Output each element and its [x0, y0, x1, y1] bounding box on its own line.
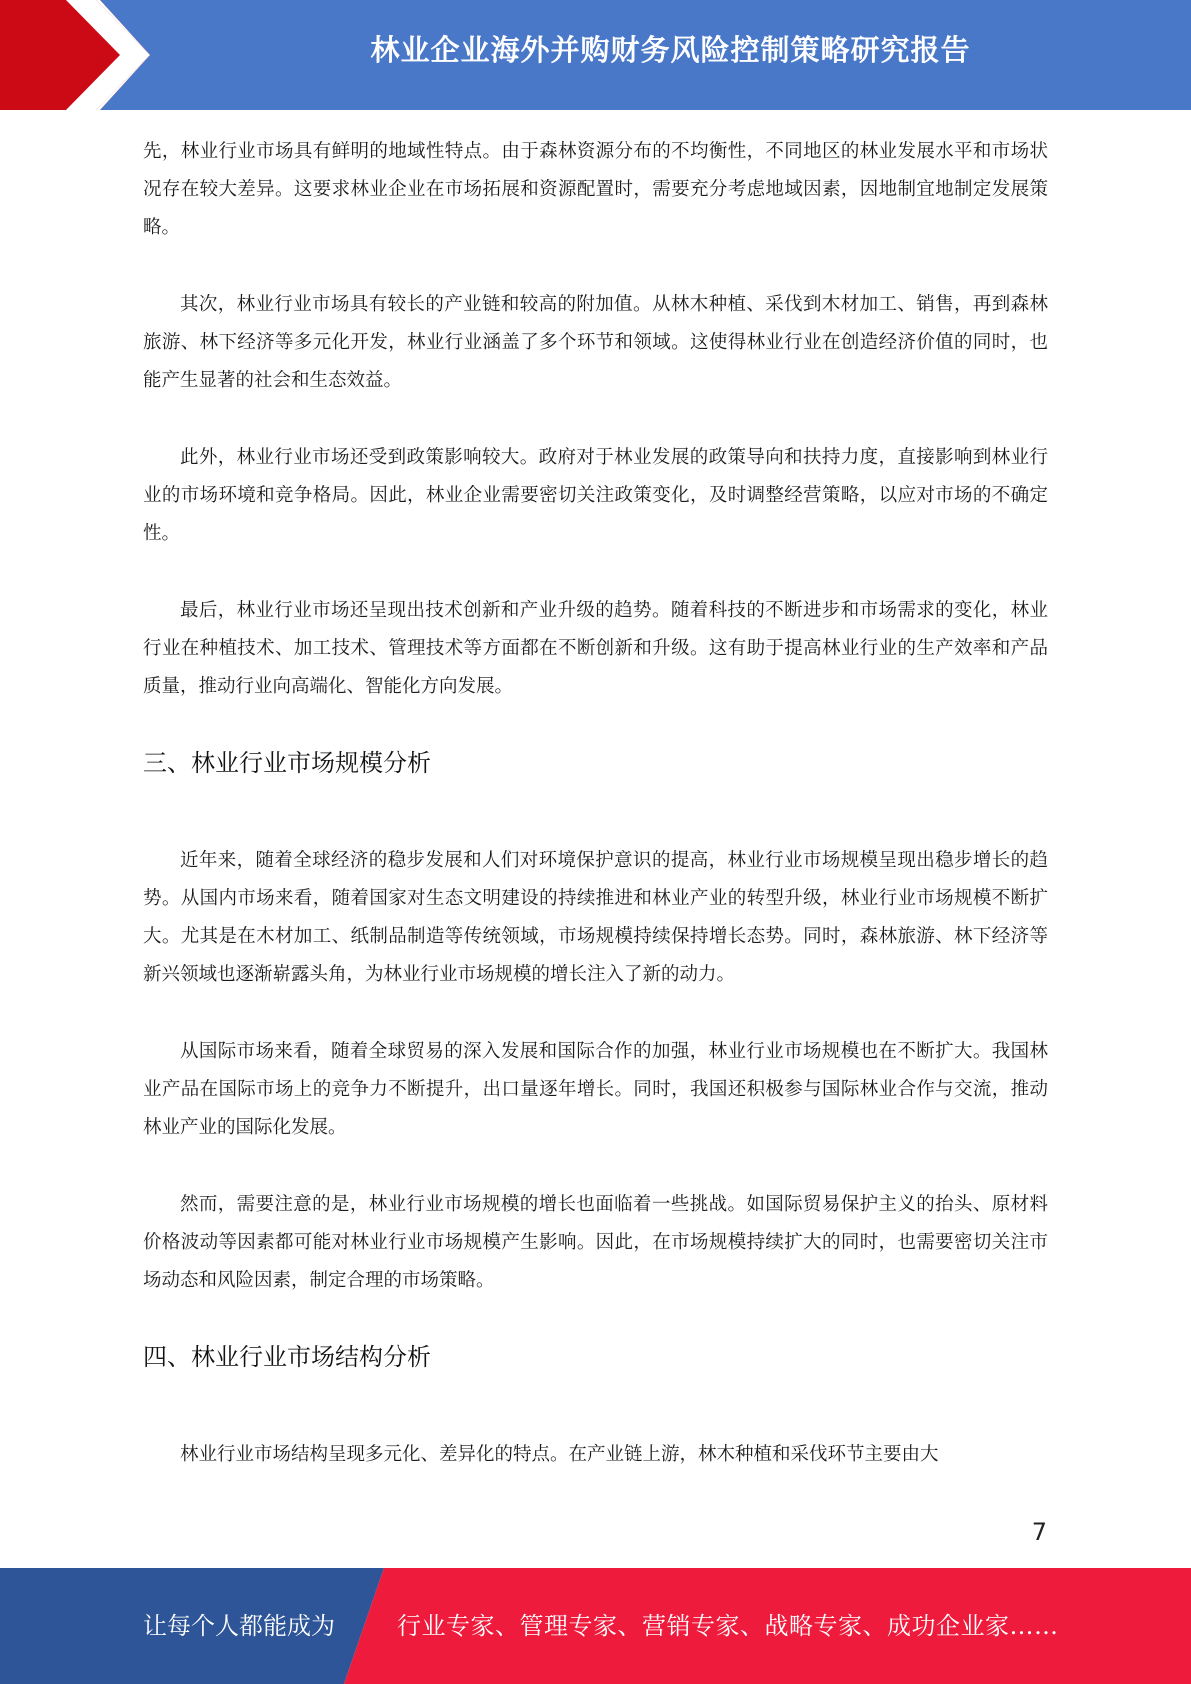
paragraph: 从国际市场来看，随着全球贸易的深入发展和国际合作的加强，林业行业市场规模也在不断扩大。我国林业产品在国际市场上的竞争力不断提升，出口量逐年增长。同时，我国还积极参与国际林业合作与交流，推动林业产业的国际化发展。 — [143, 1041, 1048, 1138]
footer-slogan-left: 让每个人都能成为 — [143, 1612, 335, 1640]
paragraph: 此外，林业行业市场还受到政策影响较大。政府对于林业发展的政策导向和扶持力度，直接影响到林业行业的市场环境和竞争格局。因此，林业企业需要密切关注政策变化，及时调整经营策略，以应对市场的不确定性。 — [143, 447, 1048, 544]
page-content — [143, 133, 1048, 1513]
page-footer — [0, 1568, 1191, 1684]
section-heading: 三、林业行业市场规模分析 — [143, 749, 431, 777]
footer-slogan-right: 行业专家、管理专家、营销专家、战略专家、成功企业家…… — [397, 1612, 1059, 1640]
paragraph: 其次，林业行业市场具有较长的产业链和较高的附加值。从林木种植、采伐到木材加工、销售，再到森林旅游、林下经济等多元化开发，林业行业涵盖了多个环节和领域。这使得林业行业在创造经济价值的同时，也能产生显著的社会和生态效益。 — [143, 294, 1048, 391]
paragraph: 然而，需要注意的是，林业行业市场规模的增长也面临着一些挑战。如国际贸易保护主义的抬头、原材料价格波动等因素都可能对林业行业市场规模产生影响。因此，在市场规模持续扩大的同时，也需要密切关注市场动态和风险因素，制定合理的市场策略。 — [143, 1194, 1048, 1291]
page-number: 7 — [1031, 1518, 1047, 1546]
section-heading: 四、林业行业市场结构分析 — [143, 1343, 431, 1371]
paragraph: 林业行业市场结构呈现多元化、差异化的特点。在产业链上游，林木种植和采伐环节主要由大 — [180, 1444, 939, 1465]
paragraph: 先，林业行业市场具有鲜明的地域性特点。由于森林资源分布的不均衡性，不同地区的林业发展水平和市场状况存在较大差异。这要求林业企业在市场拓展和资源配置时，需要充分考虑地域因素，因地制宜地制定发展策略。 — [143, 141, 1048, 238]
paragraph: 最后，林业行业市场还呈现出技术创新和产业升级的趋势。随着科技的不断进步和市场需求的变化，林业行业在种植技术、加工技术、管理技术等方面都在不断创新和升级。这有助于提高林业行业的生产效率和产品质量，推动行业向高端化、智能化方向发展。 — [143, 600, 1048, 697]
page-header — [0, 0, 1191, 110]
paragraph: 近年来，随着全球经济的稳步发展和人们对环境保护意识的提高，林业行业市场规模呈现出稳步增长的趋势。从国内市场来看，随着国家对生态文明建设的持续推进和林业产业的转型升级，林业行业市场规模不断扩大。尤其是在木材加工、纸制品制造等传统领域，市场规模持续保持增长态势。同时，森林旅游、林下经济等新兴领域也逐渐崭露头角，为林业行业市场规模的增长注入了新的动力。 — [143, 850, 1048, 985]
report-title: 林业企业海外并购财务风险控制策略研究报告 — [370, 33, 971, 67]
